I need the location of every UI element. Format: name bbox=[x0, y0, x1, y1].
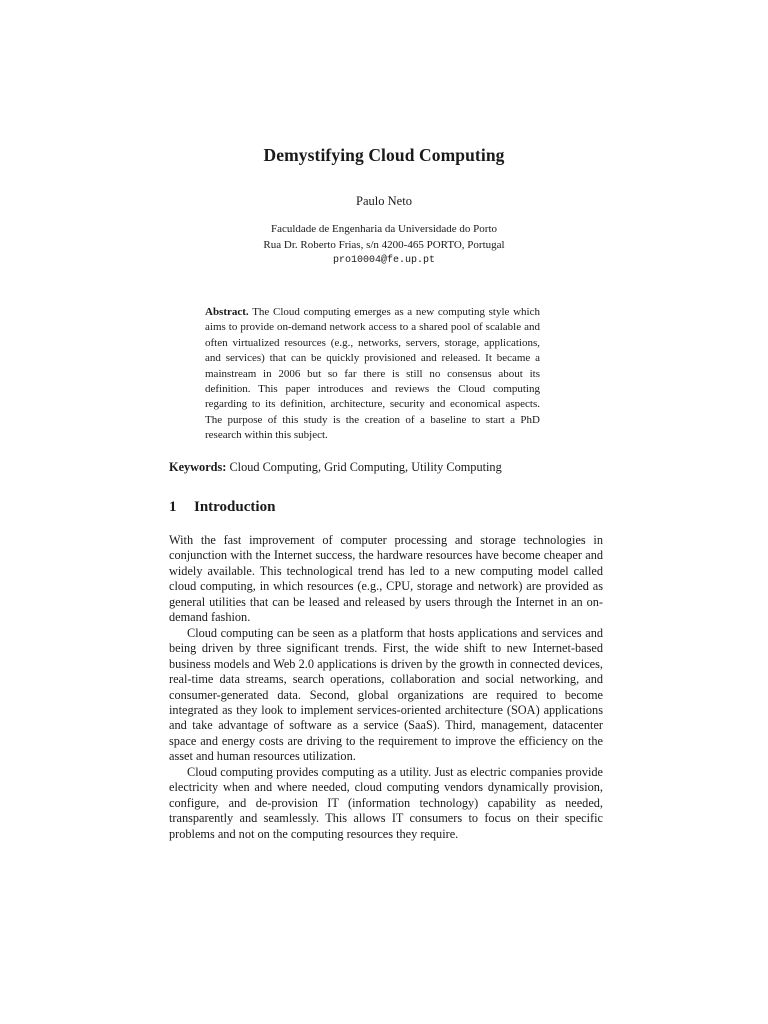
section-heading bbox=[169, 499, 275, 516]
paragraph: Cloud computing can be seen as a platform that hosts applications and services and being driven by three significant trends. First, the wide shift to new Internet-based business models and Web 2.0 applications is driven by the growth in connected devices, real-time data streams, search operations, collaboration and social networking, and consumer-generated data. Second, global organizations are required to become integrated as they look to implement services-oriented architecture (SOA) applications and take advantage of software as a service (SaaS). Third, management, datacenter space and energy costs are driving to the requirement to improve the efficiency on the asset and human resources utilization. bbox=[169, 625, 603, 764]
section-body bbox=[169, 533, 603, 842]
author-name: Paulo Neto bbox=[356, 194, 412, 208]
keywords-text: Cloud Computing, Grid Computing, Utility Computing bbox=[229, 460, 502, 474]
abstract-text: The Cloud computing emerges as a new computing style which aims to provide on-demand network access to a shared pool of scalable and often virtualized resources (e.g., networks, servers, storage, applications, and services) that can be quickly provisioned and released. It became a mainstream in 2006 but so far there is still no consensus about its definition. This paper introduces and reviews the Cloud computing regarding to its definition, architecture, security and economical aspects. The purpose of this study is the creation of a baseline to start a PhD research within this subject. bbox=[205, 306, 540, 442]
abstract-label: Abstract. bbox=[205, 306, 249, 318]
abstract bbox=[205, 305, 540, 444]
paragraph: Cloud computing provides computing as a utility. Just as electric companies provide electricity when and where needed, cloud computing vendors dynamically provision, configure, and de-provision IT (information technology) capability as needed, transparently and seamlessly. This allows IT consumers to focus on their specific problems and not on the computing resources they require. bbox=[169, 764, 603, 841]
section-number: 1 bbox=[169, 499, 177, 515]
affiliation-line-1: Faculdade de Engenharia da Universidade do Porto bbox=[270, 223, 498, 235]
keywords bbox=[169, 460, 609, 475]
paper-title: Demystifying Cloud Computing bbox=[263, 145, 505, 165]
author-affiliation bbox=[0, 222, 768, 269]
section-title: Introduction bbox=[194, 499, 276, 515]
author-email: pro10004@fe.up.pt bbox=[332, 255, 436, 266]
paragraph: With the fast improvement of computer processing and storage technologies in conjunction with the Internet success, the hardware resources have become cheaper and widely available. This technological trend has led to a new computing model called cloud computing, in which resources (e.g., CPU, storage and network) are provided as general utilities that can be leased and released by users through the Internet in an on-demand fashion. bbox=[169, 533, 603, 625]
affiliation-line-2: Rua Dr. Roberto Frias, s/n 4200-465 PORTO, Portugal bbox=[263, 238, 505, 251]
keywords-label: Keywords: bbox=[169, 460, 227, 474]
